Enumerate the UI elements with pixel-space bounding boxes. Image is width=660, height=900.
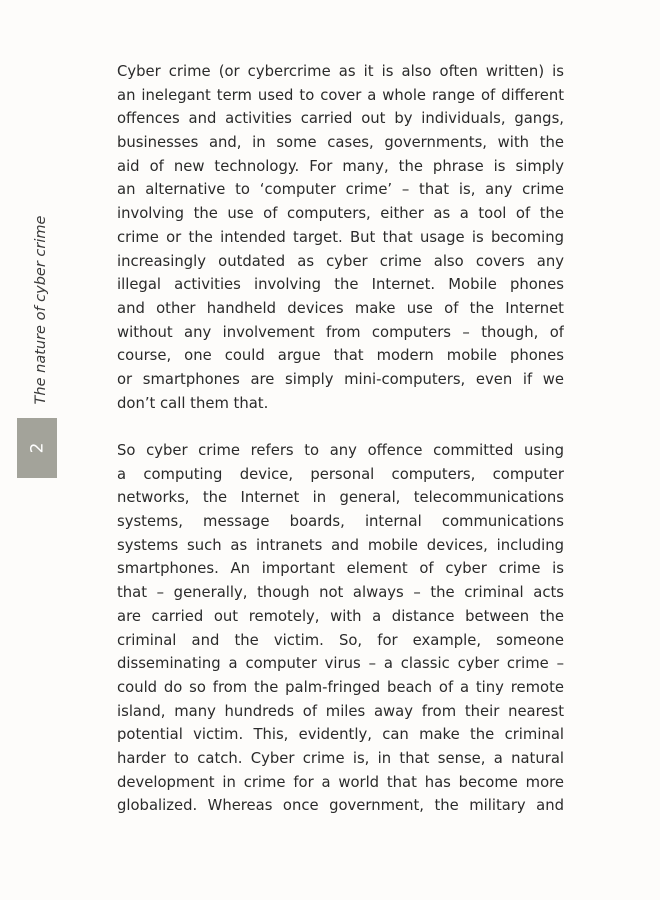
text-line: criminal and the victim. So, for example, someone [117, 631, 564, 649]
paragraph-gap [117, 415, 564, 439]
text-line: or smartphones are simply mini-computers, even if we [117, 370, 564, 388]
text-line: globalized. Whereas once government, the military and [117, 797, 564, 815]
text-line: networks, the Internet in general, telecommunications [117, 489, 564, 507]
chapter-tab [17, 418, 57, 478]
text-line: increasingly outdated as cyber crime also covers any [117, 252, 564, 270]
text-line: businesses and, in some cases, governments, with the [117, 134, 564, 152]
text-line: systems, message boards, internal communications [117, 513, 564, 531]
text-line: course, one could argue that modern mobile phones [117, 347, 564, 365]
text-line: aid of new technology. For many, the phrase is simply [117, 157, 564, 175]
text-line: are carried out remotely, with a distance between the [117, 607, 564, 625]
text-line: and other handheld devices make use of the Internet [117, 299, 564, 317]
text-line: island, many hundreds of miles away from their nearest [117, 702, 564, 720]
text-line: that – generally, though not always – the criminal acts [117, 584, 564, 602]
text-line: development in crime for a world that has become more [117, 773, 564, 791]
body-text [117, 60, 564, 818]
text-line: harder to catch. Cyber crime is, in that sense, a natural [117, 749, 564, 767]
text-line: involving the use of computers, either as a tool of the [117, 205, 564, 223]
text-line: a computing device, personal computers, computer [117, 465, 564, 483]
text-line: disseminating a computer virus – a classic cyber crime – [117, 655, 564, 673]
running-head: The nature of cyber crime [33, 215, 49, 405]
text-line: don’t call them that. [117, 394, 269, 412]
text-line: crime or the intended target. But that usage is becoming [117, 228, 564, 246]
paragraph-1 [117, 60, 564, 415]
text-line: could do so from the palm-fringed beach of a tiny remote [117, 678, 564, 696]
paragraph-2 [117, 439, 564, 818]
text-line: an alternative to ‘computer crime’ – that is, any crime [117, 181, 564, 199]
chapter-number: 2 [26, 442, 47, 454]
text-line: So cyber crime refers to any offence committed using [117, 442, 564, 459]
text-line: without any involvement from computers – though, of [117, 323, 564, 341]
text-line: potential victim. This, evidently, can make the criminal [117, 726, 564, 744]
text-line: illegal activities involving the Internet. Mobile phones [117, 276, 564, 294]
text-line: Cyber crime (or cybercrime as it is also often written) is [117, 63, 564, 80]
text-line: smartphones. An important element of cyber crime is [117, 560, 564, 578]
text-line: an inelegant term used to cover a whole range of different [117, 86, 564, 104]
text-line: systems such as intranets and mobile devices, including [117, 536, 564, 554]
text-line: offences and activities carried out by individuals, gangs, [117, 110, 564, 128]
